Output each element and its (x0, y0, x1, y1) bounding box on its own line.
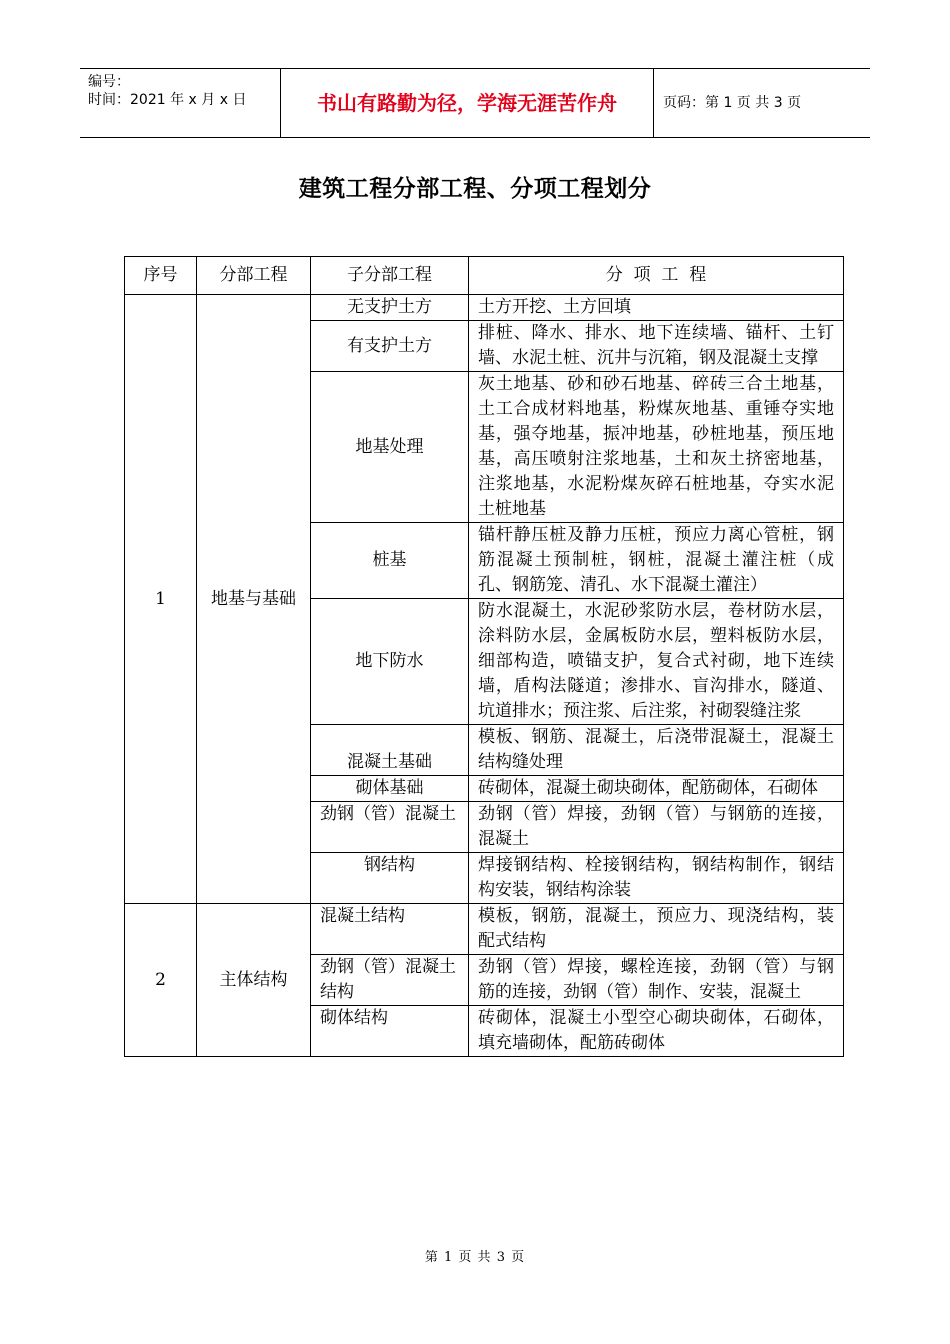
header-items: 分 项 工 程 (469, 257, 844, 295)
division-cell: 主体结构 (197, 904, 311, 1057)
items-cell: 模板、钢筋、混凝土，后浇带混凝土，混凝土结构缝处理 (469, 725, 844, 776)
header-division: 分部工程 (197, 257, 311, 295)
subdivision-cell: 钢结构 (311, 853, 469, 904)
items-cell: 土方开挖、土方回填 (469, 295, 844, 321)
subdivision-cell: 混凝土结构 (311, 904, 469, 955)
table-row (125, 904, 844, 955)
items-cell: 劲钢（管）焊接，劲钢（管）与钢筋的连接，混凝土 (469, 802, 844, 853)
subdivision-cell: 桩基 (311, 523, 469, 599)
subdivision-cell: 砌体基础 (311, 776, 469, 802)
time-label: 时间：2021 年 x 月 x 日 (88, 92, 247, 108)
header-subdivision: 子分部工程 (311, 257, 469, 295)
subdivision-cell: 劲钢（管）混凝土 (311, 802, 469, 853)
subdivision-cell: 有支护土方 (311, 321, 469, 372)
subdivision-cell: 混凝土基础 (311, 725, 469, 776)
items-cell: 排桩、降水、排水、地下连续墙、锚杆、土钉墙、水泥土桩、沉井与沉箱，钢及混凝土支撑 (469, 321, 844, 372)
subdivision-cell: 地下防水 (311, 599, 469, 725)
subdivision-cell: 砌体结构 (311, 1006, 469, 1057)
items-cell: 锚杆静压桩及静力压桩，预应力离心管桩，钢筋混凝土预制桩，钢桩，混凝土灌注桩（成孔、钢筋笼、清孔、水下混凝土灌注） (469, 523, 844, 599)
subdivision-cell: 无支护土方 (311, 295, 469, 321)
document-title: 建筑工程分部工程、分项工程划分 (298, 175, 652, 202)
page-footer: 第 1 页 共 3 页 (424, 1250, 526, 1265)
items-cell: 防水混凝土，水泥砂浆防水层，卷材防水层，涂料防水层，金属板防水层，塑料板防水层，细部构造，喷锚支护，复合式衬砌，地下连续墙，盾构法隧道；渗排水、盲沟排水，隧道、坑道排水；预注浆、后注浆，衬砌裂缝注浆 (469, 599, 844, 725)
items-cell: 模板，钢筋，混凝土，预应力、现浇结构，装配式结构 (469, 904, 844, 955)
items-cell: 劲钢（管）焊接，螺栓连接，劲钢（管）与钢筋的连接，劲钢（管）制作、安装，混凝土 (469, 955, 844, 1006)
subdivision-cell: 地基处理 (311, 372, 469, 523)
division-table (124, 256, 844, 1057)
document-header (80, 68, 870, 138)
number-label: 编号： (88, 74, 130, 90)
items-cell: 焊接钢结构、栓接钢结构，钢结构制作，钢结构安装，钢结构涂装 (469, 853, 844, 904)
seq-cell: 2 (125, 904, 197, 1057)
motto-text: 书山有路勤为径，学海无涯苦作舟 (281, 69, 654, 137)
items-cell: 砖砌体，混凝土砌块砌体，配筋砌体，石砌体 (469, 776, 844, 802)
table-row (125, 295, 844, 321)
page-code: 页码：第 1 页 共 3 页 (663, 95, 802, 111)
items-cell: 砖砌体，混凝土小型空心砌块砌体，石砌体，填充墙砌体，配筋砖砌体 (469, 1006, 844, 1057)
header-meta-cell (80, 69, 281, 137)
items-cell: 灰土地基、砂和砂石地基、碎砖三合土地基，土工合成材料地基，粉煤灰地基、重锤夺实地基，强夺地基，振冲地基，砂桩地基，预压地基，高压喷射注浆地基，土和灰土挤密地基，注浆地基，水泥粉煤灰碎石桩地基，夺实水泥土桩地基 (469, 372, 844, 523)
table-header-row (125, 257, 844, 295)
division-cell: 地基与基础 (197, 295, 311, 904)
header-seq: 序号 (125, 257, 197, 295)
seq-cell: 1 (125, 295, 197, 904)
subdivision-cell: 劲钢（管）混凝土结构 (311, 955, 469, 1006)
